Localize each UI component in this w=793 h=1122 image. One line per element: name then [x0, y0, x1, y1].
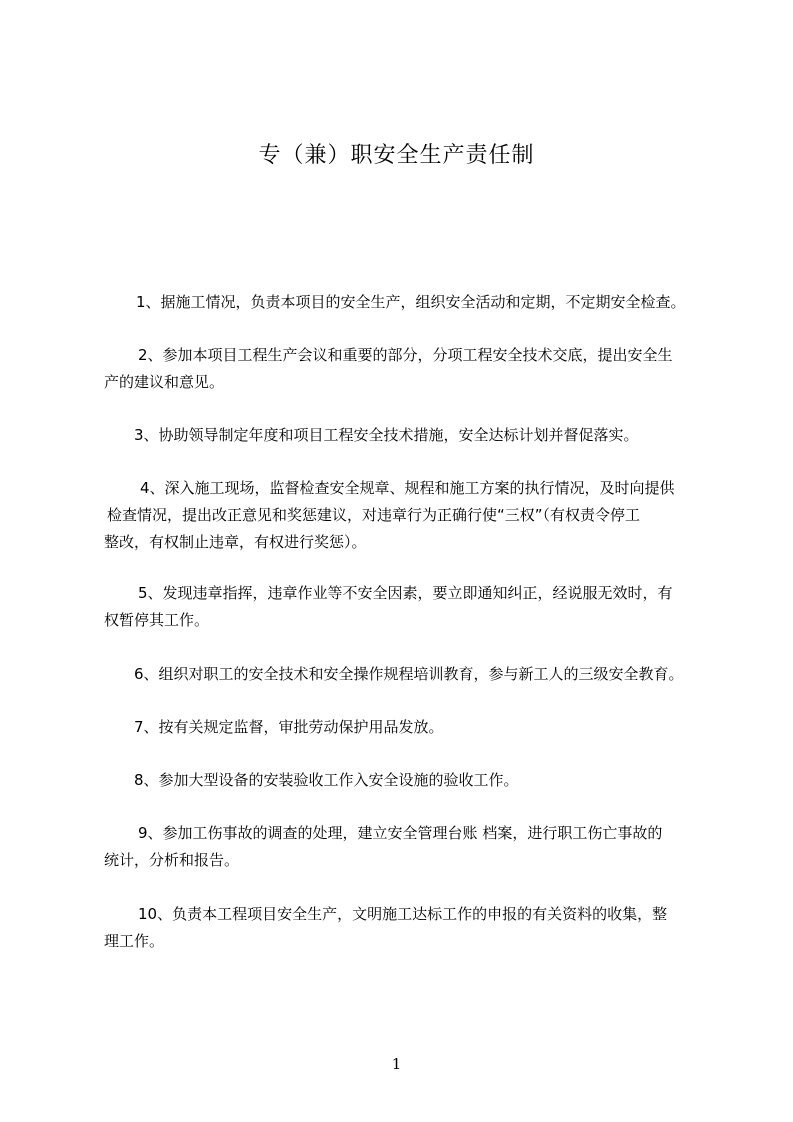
paragraph-line: 统计，分析和报告。	[104, 851, 240, 869]
paragraph-line: 产的建议和意见。	[104, 373, 225, 391]
paragraph-4	[104, 475, 716, 556]
paragraph-line: 检查情况，提出改正意见和奖惩建议，对违章行为正确行使“三权”（有权责令停工	[107, 506, 641, 524]
paragraph-8	[104, 767, 716, 794]
paragraph-1	[104, 289, 716, 316]
paragraph-3	[104, 422, 716, 449]
paragraph-line: 1、据施工情况，负责本项目的安全生产，组织安全活动和定期，不定期安全检查。	[136, 293, 686, 311]
paragraph-line: 理工作。	[104, 932, 165, 950]
paragraph-line: 3、协助领导制定年度和项目工程安全技术措施，安全达标计划并督促落实。	[134, 426, 639, 444]
paragraph-10	[104, 901, 716, 955]
paragraph-line: 10、负责本工程项目安全生产，文明施工达标工作的申报的有关资料的收集，整	[138, 905, 668, 923]
page-number: 1	[391, 1055, 402, 1073]
paragraph-line: 整改，有权制止违章，有权进行奖惩）。	[104, 533, 367, 551]
paragraph-line: 8、参加大型设备的安装验收工作入安全设施的验收工作。	[134, 771, 519, 789]
paragraph-line: 5、发现违章指挥，违章作业等不安全因素，要立即通知纠正，经说服无效时，有	[138, 584, 673, 602]
paragraph-7	[104, 714, 716, 741]
paragraph-9	[104, 820, 716, 874]
paragraph-line: 权暂停其工作。	[104, 611, 210, 629]
page-title: 专（兼）职安全生产责任制	[258, 143, 535, 168]
paragraph-line: 9、参加工伤事故的调查的处理，建立安全管理台账 档案，进行职工伤亡事故的	[138, 824, 663, 842]
paragraph-line: 4、深入施工现场，监督检查安全规章、规程和施工方案的执行情况，及时向提供	[140, 479, 675, 497]
paragraph-2	[104, 342, 716, 396]
paragraph-line: 2、参加本项目工程生产会议和重要的部分，分项工程安全技术交底，提出安全生	[138, 346, 673, 364]
paragraph-6	[104, 661, 716, 688]
paragraph-line: 6、组织对职工的安全技术和安全操作规程培训教育，参与新工人的三级安全教育。	[134, 665, 684, 683]
paragraph-5	[104, 580, 716, 634]
paragraph-line: 7、按有关规定监督，审批劳动保护用品发放。	[134, 718, 444, 736]
